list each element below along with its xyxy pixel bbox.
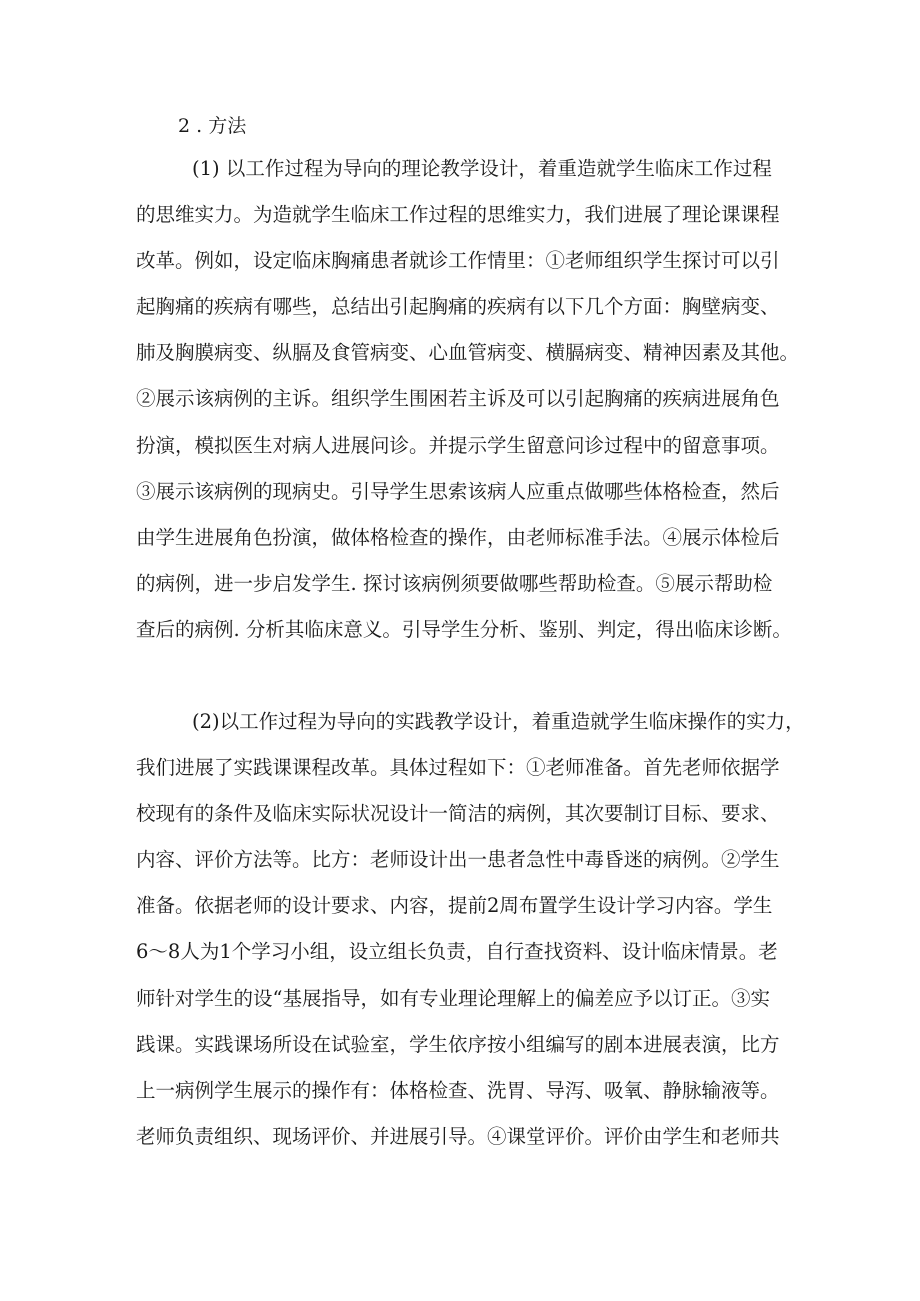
paragraph-line: 由学生进展角色扮演，做体格检查的操作，由老师标准手法。④展示体检后 [136,525,780,549]
paragraph-line: 师针对学生的设“基展指导，如有专业理论理解上的偏差应予以订正。③实 [136,986,770,1010]
paragraph-line: 肺及胸膜病变、纵膈及食管病变、心血管病变、横膈病变、精神因素及其他。 [136,341,800,365]
paragraph-line: 查后的病例. 分析其临床意义。引导学生分析、鉴别、判定，得出临床诊断。 [136,617,792,641]
paragraph-line: 内容、评价方法等。比方：老师设计出一患者急性中毒昏迷的病例。②学生 [136,848,780,872]
paragraph-2 [136,699,805,1160]
paragraph-line: 校现有的条件及临床实际状况设计一简洁的病例，其次要制订目标、要求、 [136,802,780,826]
section-heading: 2 . 方法 [178,115,247,137]
paragraph-line: ②展示该病例的主诉。组织学生围困若主诉及可以引起胸痛的疾病进展角色 [136,387,780,411]
paragraph-line: 的思维实力。为造就学生临床工作过程的思维实力，我们进展了理论课课程 [136,203,780,227]
paragraph-line: 我们进展了实践课课程改革。具体过程如下：①老师准备。首先老师依据学 [136,756,780,780]
paragraph-line: 改革。例如，设定临床胸痛患者就诊工作情里：①老师组织学生探讨可以引 [136,249,780,273]
paragraph-line: 6～8人为1个学习小组，设立组长负责，自行查找资料、设计临床情景。老 [136,940,778,964]
paragraph-line: 践课。实践课场所设在试验室，学生依序按小组编写的剧本进展表演，比方 [136,1032,780,1056]
paragraph-line: ③展示该病例的现病史。引导学生思索该病人应重点做哪些体格检查，然后 [136,479,780,503]
paragraph-line: 扮演，模拟医生对病人进展问诊。并提示学生留意问诊过程中的留意事项。 [136,433,780,457]
paragraph-line: 上一病例学生展示的操作有：体格检查、洗胃、导泻、吸氧、静脉输液等。 [136,1078,780,1102]
paragraph-line: 准备。依据老师的设计要求、内容，提前2周布置学生设计学习内容。学生 [136,894,773,918]
paragraph-1 [136,146,800,653]
paragraph-line: 的病例，进一步启发学生. 探讨该病例须要做哪些帮助检查。⑤展示帮助检 [136,571,773,595]
paragraph-line: 老师负责组织、现场评价、并进展引导。④课堂评价。评价由学生和老师共 [136,1124,780,1148]
paragraph-line: (2)以工作过程为导向的实践教学设计，着重造就学生临床操作的实力， [192,710,805,733]
paragraph-line: (1) 以工作过程为导向的理论教学设计，着重造就学生临床工作过程 [192,157,772,180]
paragraph-line: 起胸痛的疾病有哪些，总结出引起胸痛的疾病有以下几个方面：胸壁病变、 [136,295,780,319]
